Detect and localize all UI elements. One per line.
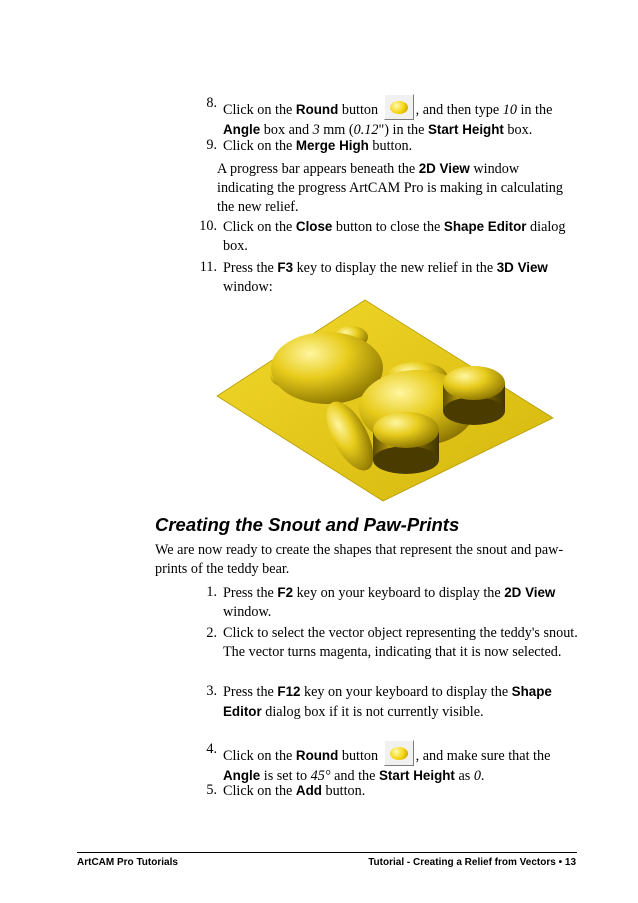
text-run: box and bbox=[260, 122, 313, 138]
value-text: 10 bbox=[502, 102, 517, 118]
ui-term: Merge High bbox=[295, 138, 369, 153]
text-run: in the bbox=[516, 102, 553, 118]
text-run: . bbox=[480, 768, 485, 784]
step-number: 2. bbox=[206, 625, 217, 641]
text-run: button. bbox=[321, 783, 366, 799]
ui-term: Round bbox=[295, 102, 339, 117]
text-run: window: bbox=[223, 279, 273, 295]
text-run: mm ( bbox=[319, 122, 354, 138]
step-9-note bbox=[217, 159, 577, 217]
text-run: Click on the bbox=[223, 102, 296, 118]
bear-foot-right-top bbox=[443, 366, 505, 400]
text-run: window indicating the progress ArtCAM Pro is making in calculating the new relief. bbox=[217, 161, 563, 215]
bear-foot-left-top bbox=[373, 412, 439, 448]
step-number: 4. bbox=[206, 741, 217, 757]
step-number: 10. bbox=[199, 218, 217, 234]
text-run: Click on the bbox=[223, 748, 296, 764]
step-text bbox=[223, 740, 583, 786]
text-run: button to close the bbox=[332, 219, 444, 235]
step-number: 5. bbox=[206, 782, 217, 798]
ui-term: F3 bbox=[277, 260, 294, 275]
text-run: , and make sure that the bbox=[415, 748, 551, 764]
round-button-icon bbox=[384, 94, 414, 120]
ui-term: F12 bbox=[277, 684, 301, 699]
ui-term: 2D View bbox=[418, 161, 470, 176]
text-run: button bbox=[338, 748, 382, 764]
text-run: ") in the bbox=[378, 122, 428, 138]
ui-term: Add bbox=[295, 783, 322, 798]
section-intro: We are now ready to create the shapes that represent the snout and paw-prints of the teddy bear. bbox=[155, 542, 564, 577]
section-heading: Creating the Snout and Paw-Prints bbox=[155, 514, 460, 535]
step-number: 1. bbox=[206, 584, 217, 600]
value-text: 0 bbox=[473, 768, 481, 784]
ui-term: Close bbox=[295, 219, 333, 234]
footer-left: ArtCAM Pro Tutorials bbox=[77, 857, 178, 868]
text-run: Press the bbox=[223, 684, 278, 700]
ui-term: F2 bbox=[277, 585, 294, 600]
round-button-icon bbox=[384, 740, 414, 766]
step-text bbox=[223, 583, 583, 622]
teddy-bear-relief-image bbox=[215, 298, 555, 503]
step-text bbox=[223, 94, 583, 140]
text-run: button bbox=[338, 102, 382, 118]
text-run: Press the bbox=[223, 585, 278, 601]
text-run: , and then type bbox=[415, 102, 503, 118]
text-run: dialog box if it is not currently visible. bbox=[261, 704, 484, 720]
ui-term: Shape Editor bbox=[443, 219, 527, 234]
ui-term: Round bbox=[295, 748, 339, 763]
step-number: 9. bbox=[206, 137, 217, 153]
ui-term: Angle bbox=[223, 768, 261, 783]
text-run: Click on the bbox=[223, 219, 296, 235]
text-run: is set to bbox=[260, 768, 311, 784]
text-run: and the bbox=[330, 768, 379, 784]
ui-term: Start Height bbox=[379, 768, 455, 783]
ui-term: Shape Editor bbox=[223, 684, 552, 719]
text-run: as bbox=[454, 768, 474, 784]
bear-foot-left-bottom bbox=[373, 446, 439, 474]
text-run: Press the bbox=[223, 260, 278, 276]
step-number: 11. bbox=[199, 259, 217, 275]
text-run: key on your keyboard to display the bbox=[300, 684, 512, 700]
ui-term: Start Height bbox=[427, 122, 504, 137]
footer-right: Tutorial - Creating a Relief from Vectors • 13 bbox=[368, 857, 576, 868]
value-text: 0.12 bbox=[353, 122, 379, 138]
text-run: Click to select the vector object representing the teddy's snout. The vector turns magenta, indicating that it is now selected. bbox=[223, 625, 578, 660]
text-run: Click on the bbox=[223, 138, 296, 154]
step-text bbox=[223, 217, 583, 256]
step-text bbox=[223, 624, 583, 662]
step-number: 3. bbox=[206, 683, 217, 699]
text-run: key to display the new relief in the bbox=[293, 260, 497, 276]
footer-rule bbox=[77, 852, 577, 853]
step-text bbox=[223, 258, 583, 297]
value-text: 3 bbox=[312, 122, 320, 138]
step-text bbox=[223, 682, 583, 722]
text-run: key on your keyboard to display the bbox=[293, 585, 505, 601]
text-run: A progress bar appears beneath the bbox=[217, 161, 419, 177]
step-number: 8. bbox=[206, 95, 217, 111]
text-run: window. bbox=[223, 604, 272, 620]
text-run: button. bbox=[368, 138, 413, 154]
text-run: dialog box. bbox=[223, 219, 566, 254]
text-run: box. bbox=[503, 122, 533, 138]
ui-term: 3D View bbox=[496, 260, 548, 275]
step-text bbox=[223, 136, 583, 156]
ui-term: Angle bbox=[223, 122, 261, 137]
ui-term: 2D View bbox=[504, 585, 556, 600]
value-text: 45° bbox=[310, 768, 331, 784]
step-text bbox=[223, 781, 583, 801]
text-run: Click on the bbox=[223, 783, 296, 799]
bear-foot-right-bottom bbox=[443, 397, 505, 425]
